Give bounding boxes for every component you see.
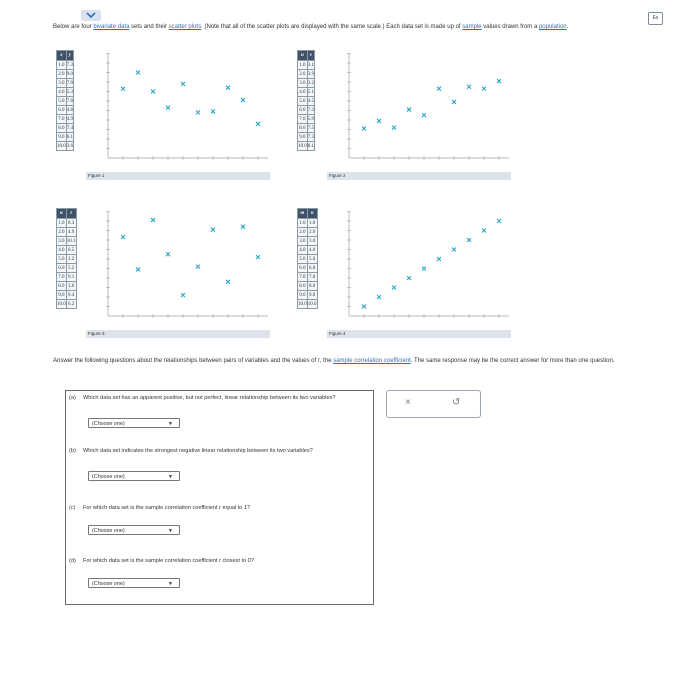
data-table-1: x y 1.0 7.3 2.0 9.0 3.0 7.0 4.0 5.3 5.0 7.8 6.0 4.8 7.0 4.9 8.0 7.4 9.0 6.1 10.0 3.6 [56, 50, 74, 151]
scatter-plot-3 [86, 208, 268, 328]
figure-caption: Figure 1 [86, 172, 270, 180]
data-table-4: m n 1.0 1.0 2.0 2.0 3.0 3.0 4.0 4.0 5.0 5.0 6.0 6.0 7.0 7.0 8.0 8.0 9.0 9.0 10.0 10.0 [297, 208, 318, 309]
select-a[interactable]: (Choose one) ▼ [88, 418, 180, 428]
select-c[interactable]: (Choose one) ▼ [88, 525, 180, 535]
data-point-2 [136, 267, 140, 271]
data-point-1 [121, 87, 125, 91]
data-table-3: w t 1.0 8.3 2.0 4.9 3.0 10.1 4.0 6.5 5.0 2.2 6.0 5.2 7.0 9.1 8.0 3.6 9.0 9.4 10.0 6.2 [56, 208, 77, 309]
data-point-6 [437, 257, 441, 261]
data-point-5 [422, 267, 426, 271]
sample-correlation-link[interactable]: sample correlation coefficient [333, 358, 411, 364]
answer-actions [386, 390, 481, 418]
data-point-6 [196, 110, 200, 114]
data-point-6 [196, 265, 200, 269]
data-point-10 [497, 79, 501, 83]
data-point-4 [407, 108, 411, 112]
data-point-3 [392, 286, 396, 290]
data-point-7 [211, 109, 215, 113]
data-point-2 [377, 295, 381, 299]
figure-caption: Figure 4 [327, 330, 511, 338]
data-point-10 [256, 255, 260, 259]
data-point-4 [166, 252, 170, 256]
select-d[interactable]: (Choose one) ▼ [88, 578, 180, 588]
question-d: (d) For which data set is the sample correlation coefficient r closest to 0? [69, 558, 254, 564]
data-point-1 [121, 235, 125, 239]
data-point-9 [241, 225, 245, 229]
data-point-3 [151, 90, 155, 94]
scatter-plots-link[interactable]: scatter plots [168, 24, 202, 30]
data-point-7 [452, 248, 456, 252]
data-point-6 [437, 87, 441, 91]
data-point-5 [181, 293, 185, 297]
data-point-5 [422, 113, 426, 117]
data-point-7 [452, 100, 456, 104]
scatter-plot-4 [327, 208, 509, 328]
sample-link[interactable]: sample [462, 24, 482, 30]
language-icon[interactable]: Es [648, 12, 663, 25]
question-c: (c) For which data set is the sample correlation coefficient r equal to 1? [69, 505, 251, 511]
data-point-10 [497, 219, 501, 223]
data-point-9 [482, 229, 486, 233]
plot-axes [347, 54, 509, 161]
data-point-8 [467, 238, 471, 242]
problem-intro: Below are four bivariate data sets and their scatter plots. (Note that all of the scatter plots are displayed with the same scale.) Each data set is made up of sample values drawn from a population. [53, 24, 569, 30]
data-point-4 [166, 106, 170, 110]
plot-axes [347, 212, 509, 319]
figure-caption: Figure 2 [327, 172, 511, 180]
data-point-5 [181, 82, 185, 86]
population-link[interactable]: population [538, 24, 567, 30]
data-point-1 [362, 127, 366, 131]
figure-caption: Figure 3 [86, 330, 270, 338]
scatter-plot-2 [327, 50, 509, 170]
collapse-chevron-icon[interactable] [81, 10, 101, 21]
data-point-2 [136, 71, 140, 75]
data-point-4 [407, 276, 411, 280]
data-point-10 [256, 122, 260, 126]
data-point-9 [241, 98, 245, 102]
data-point-1 [362, 305, 366, 309]
data-point-3 [392, 126, 396, 130]
data-point-2 [377, 119, 381, 123]
clear-button[interactable]: × [405, 397, 411, 408]
scatter-plot-1 [86, 50, 268, 170]
question-panel [65, 390, 374, 605]
undo-button[interactable]: ↺ [452, 397, 461, 408]
question-b: (b) Which data set indicates the strongest negative linear relationship between its two variables? [69, 448, 313, 454]
question-a: (a) Which data set has an apparent positive, but not perfect, linear relationship between its two variables? [69, 395, 336, 401]
data-point-3 [151, 218, 155, 222]
data-point-9 [482, 87, 486, 91]
data-point-8 [226, 86, 230, 90]
bivariate-data-link[interactable]: bivariate data [93, 24, 130, 30]
select-b[interactable]: (Choose one) ▼ [88, 471, 180, 481]
data-point-8 [226, 280, 230, 284]
data-table-2: u v 1.0 3.1 2.0 3.9 3.0 3.2 4.0 5.1 5.0 4.5 6.0 7.3 7.0 5.9 8.0 7.5 9.0 7.3 10.0 8.1 [297, 50, 315, 151]
plot-axes [106, 54, 268, 161]
answer-instructions: Answer the following questions about the relationships between pairs of variables and the values of r, the sample correlation coefficient. The same response may be the correct answer for more than one question. [53, 358, 615, 364]
data-point-7 [211, 228, 215, 232]
data-point-8 [467, 85, 471, 89]
